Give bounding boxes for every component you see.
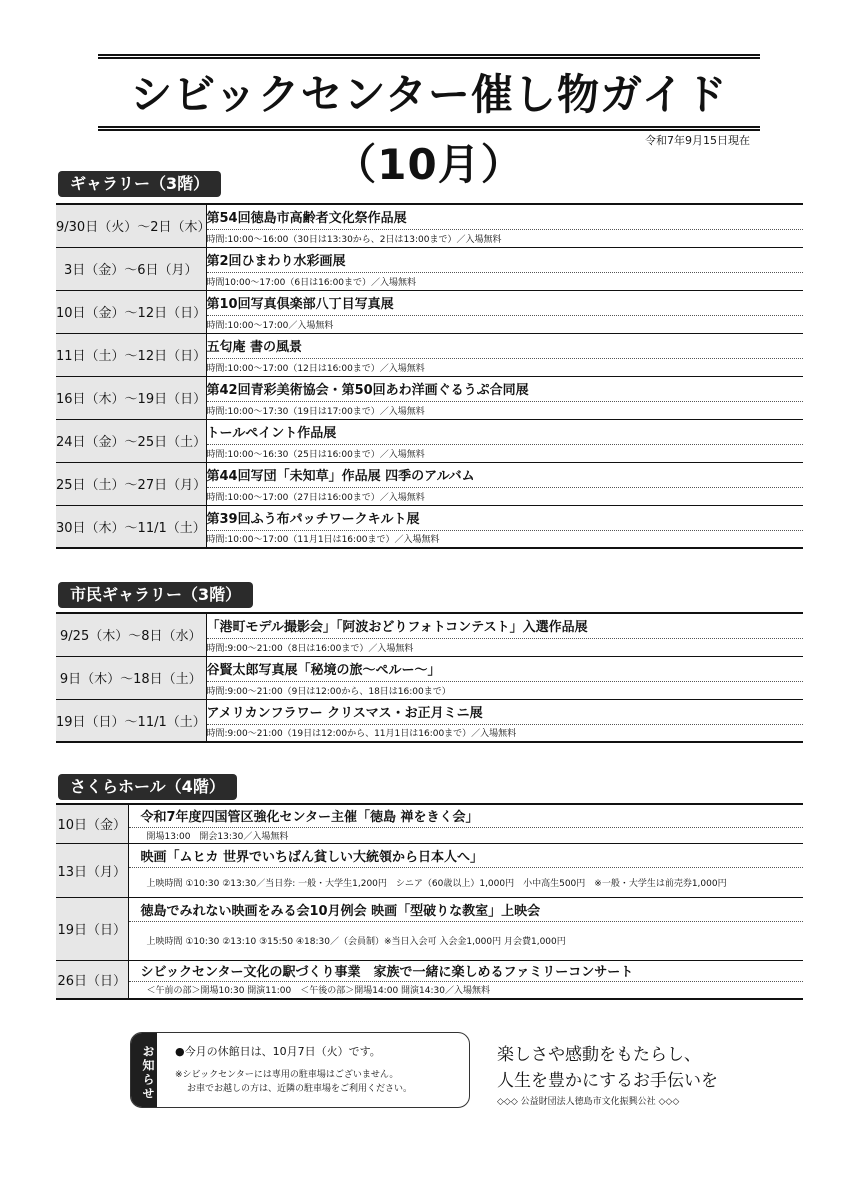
event-title: 令和7年度四国管区強化センター主催「徳島 禅をきく会」 xyxy=(128,804,803,827)
event-title: アメリカンフラワー クリスマス・お正月ミニ展 xyxy=(206,699,803,724)
event-detail: 時間:10:00～17:00／入場無料 xyxy=(206,315,803,333)
event-date: 13日（月） xyxy=(56,843,128,897)
event-detail: 時間:9:00～21:00（8日は16:00まで）／入場無料 xyxy=(206,638,803,656)
as-of-date: 令和7年9月15日現在 xyxy=(645,134,750,147)
title-rule-bottom xyxy=(98,126,760,128)
organization-name: ◇◇◇ 公益財団法人徳島市文化振興公社 ◇◇◇ xyxy=(497,1097,680,1107)
event-date: 9/30日（火）～2日（木） xyxy=(56,204,206,247)
event-date: 9日（木）～18日（土） xyxy=(56,656,206,699)
event-row xyxy=(56,505,803,530)
event-title: 第2回ひまわり水彩画展 xyxy=(206,247,803,272)
notice-parking-2: お車でお越しの方は、近隣の駐車場をご利用ください。 xyxy=(187,1084,413,1094)
event-detail: 時間:10:00～16:00（30日は13:30から、2日は13:00まで）／入場無料 xyxy=(206,229,803,247)
event-detail: 時間10:00～17:00（6日は16:00まで）／入場無料 xyxy=(206,272,803,290)
citizen-gallery-table xyxy=(56,612,803,743)
event-detail: 上映時間 ①10:30 ②13:30／当日券: 一般・大学生1,200円 シニア（60歳以上）1,000円 小中高生500円 ※一般・大学生は前売券1,000円 xyxy=(128,867,803,897)
event-title: 徳島でみれない映画をみる会10月例会 映画「型破りな教室」上映会 xyxy=(128,897,803,921)
section-citizen-gallery-label: 市民ギャラリー（3階） xyxy=(58,582,253,608)
section-gallery-label: ギャラリー（3階） xyxy=(58,171,221,197)
event-detail: 時間:9:00～21:00（19日は12:00から、11月1日は16:00まで）／入場無料 xyxy=(206,729,517,740)
event-date: 19日（日） xyxy=(56,897,128,960)
event-row xyxy=(56,897,803,921)
event-row xyxy=(56,247,803,272)
slogan-line-2: 人生を豊かにするお手伝いを xyxy=(497,1071,718,1091)
event-date: 3日（金）～6日（月） xyxy=(56,247,206,290)
event-row xyxy=(56,699,803,724)
event-detail: 時間:10:00～17:30（19日は17:00まで）／入場無料 xyxy=(206,401,803,419)
event-date: 25日（土）～27日（月） xyxy=(56,462,206,505)
title-rule-top-2 xyxy=(98,57,760,59)
event-date: 26日（日） xyxy=(56,960,128,999)
event-date: 9/25（木）～8日（水） xyxy=(56,613,206,656)
event-row xyxy=(56,804,803,827)
event-detail-row xyxy=(56,867,803,897)
event-row xyxy=(56,290,803,315)
notice-closed-day: ●今月の休館日は、10月7日（火）です。 xyxy=(175,1045,381,1058)
title-rule-top xyxy=(98,54,760,56)
event-date: 30日（木）～11/1（土） xyxy=(56,505,206,548)
event-date: 10日（金） xyxy=(56,804,128,843)
event-detail: 時間:10:00～17:00（11月1日は16:00まで）／入場無料 xyxy=(206,535,440,546)
event-detail: 時間:10:00～17:00（27日は16:00まで）／入場無料 xyxy=(206,487,803,505)
event-detail: 時間:10:00～17:00（12日は16:00まで）／入場無料 xyxy=(206,358,803,376)
event-detail: 時間:10:00～16:30（25日は16:00まで）／入場無料 xyxy=(206,444,803,462)
event-title: 谷賢太郎写真展「秘境の旅～ペルー～」 xyxy=(206,656,803,681)
event-date: 10日（金）～12日（日） xyxy=(56,290,206,333)
event-detail-row xyxy=(56,981,803,999)
event-date: 24日（金）～25日（土） xyxy=(56,419,206,462)
event-title: 「港町モデル撮影会」「阿波おどりフォトコンテスト」入選作品展 xyxy=(206,613,803,638)
event-title: 第10回写真倶楽部八丁目写真展 xyxy=(206,290,803,315)
event-detail: ＜午前の部＞開場10:30 開演11:00 ＜午後の部＞開場14:00 開演14:30／入場無料 xyxy=(146,986,490,997)
event-date: 19日（日）～11/1（土） xyxy=(56,699,206,742)
event-title: 第39回ふう布パッチワークキルト展 xyxy=(206,505,803,530)
event-title: 第44回写団「未知草」作品展 四季のアルバム xyxy=(206,462,803,487)
title-rule-bottom-2 xyxy=(98,129,760,131)
notice-box xyxy=(130,1032,470,1108)
event-title: 五匂庵 書の風景 xyxy=(206,333,803,358)
event-title: 第54回徳島市高齢者文化祭作品展 xyxy=(206,204,803,229)
event-title: トールペイント作品展 xyxy=(206,419,803,444)
slogan-line-1: 楽しさや感動をもたらし、 xyxy=(497,1045,701,1065)
event-title: 映画「ムヒカ 世界でいちばん貧しい大統領から日本人へ」 xyxy=(128,843,803,867)
event-row xyxy=(56,204,803,229)
sakura-hall-table xyxy=(56,803,803,1000)
notice-tab: お知らせ xyxy=(131,1033,157,1107)
notice-parking-1: ※シビックセンターには専用の駐車場はございません。 xyxy=(175,1070,399,1080)
event-detail: 上映時間 ①10:30 ②13:10 ③15:50 ④18:30／（会員制）※当日入会可 入会金1,000円 月会費1,000円 xyxy=(128,921,803,960)
event-date: 16日（木）～19日（日） xyxy=(56,376,206,419)
event-detail: 時間:9:00～21:00（9日は12:00から、18日は16:00まで） xyxy=(206,681,803,699)
gallery-table xyxy=(56,203,803,549)
event-row xyxy=(56,419,803,444)
event-detail-row xyxy=(56,827,803,843)
section-sakura-hall-label: さくらホール（4階） xyxy=(58,774,237,800)
event-row xyxy=(56,333,803,358)
event-row xyxy=(56,656,803,681)
event-row xyxy=(56,613,803,638)
event-title: シビックセンター文化の駅づくり事業 家族で一緒に楽しめるファミリーコンサート xyxy=(128,960,803,981)
event-title: 第42回青彩美術協会・第50回あわ洋画ぐるうぷ合同展 xyxy=(206,376,803,401)
event-row xyxy=(56,462,803,487)
event-row xyxy=(56,376,803,401)
event-row xyxy=(56,960,803,981)
event-row xyxy=(56,843,803,867)
page-title: シビックセンター催し物ガイド（10月） xyxy=(130,70,728,189)
event-date: 11日（土）～12日（日） xyxy=(56,333,206,376)
event-detail: 開場13:00 開会13:30／入場無料 xyxy=(128,827,803,843)
event-detail-row xyxy=(56,921,803,960)
